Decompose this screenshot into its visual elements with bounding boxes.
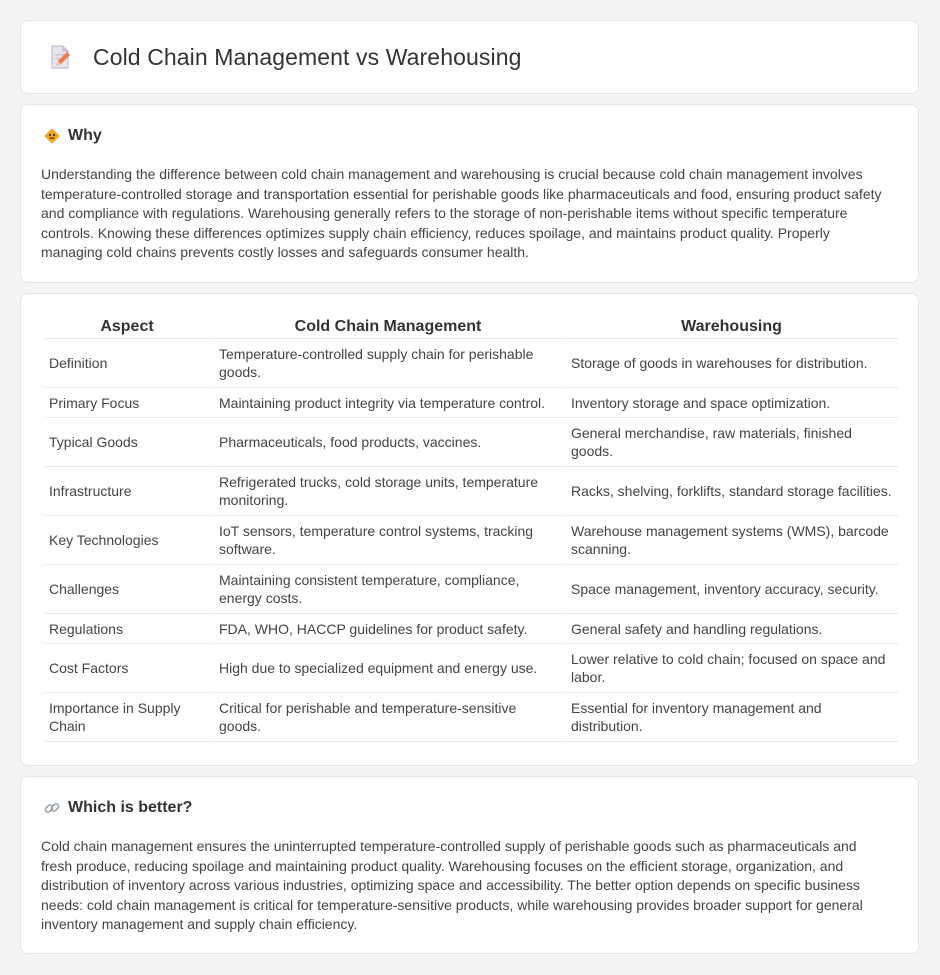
comparison-table <box>43 316 898 742</box>
table-row <box>43 418 898 467</box>
row-cold-chain: Temperature-controlled supply chain for perishable goods. <box>211 339 563 388</box>
table-row <box>43 388 898 418</box>
row-cold-chain: Pharmaceuticals, food products, vaccines. <box>211 418 563 467</box>
row-cold-chain: Maintaining consistent temperature, compliance, energy costs. <box>211 565 563 614</box>
row-warehousing: General merchandise, raw materials, finished goods. <box>563 418 898 467</box>
table-row <box>43 339 898 388</box>
table-row <box>43 565 898 614</box>
row-aspect: Challenges <box>43 565 211 614</box>
row-aspect: Definition <box>43 339 211 388</box>
row-warehousing: General safety and handling regulations. <box>563 614 898 644</box>
header-warehousing: Warehousing <box>563 316 898 339</box>
why-section <box>20 104 919 283</box>
row-aspect: Key Technologies <box>43 516 211 565</box>
better-title: Which is better? <box>68 799 193 816</box>
better-text: Cold chain management ensures the uninterrupted temperature-controlled supply of perishable goods such as pharmaceuticals and fresh produce, reducing spoilage and maintaining product quality. Warehousing focuses on the efficient storage, organization, and distribution of inventory across various industries, optimizing space and accessibility. The better option depends on specific business needs: cold chain management is critical for temperature-sensitive products, while warehousing provides broader support for general inventory management and supply chain efficiency. <box>41 838 863 933</box>
link-icon <box>43 799 61 817</box>
why-title: Why <box>68 127 102 144</box>
row-cold-chain: Maintaining product integrity via temperature control. <box>211 388 563 418</box>
row-warehousing: Racks, shelving, forklifts, standard storage facilities. <box>563 467 898 516</box>
row-warehousing: Lower relative to cold chain; focused on space and labor. <box>563 644 898 693</box>
row-warehousing: Essential for inventory management and distribution. <box>563 693 898 742</box>
document-pencil-icon <box>47 44 73 70</box>
row-cold-chain: Refrigerated trucks, cold storage units, temperature monitoring. <box>211 467 563 516</box>
row-cold-chain: High due to specialized equipment and energy use. <box>211 644 563 693</box>
row-aspect: Cost Factors <box>43 644 211 693</box>
row-cold-chain: FDA, WHO, HACCP guidelines for product safety. <box>211 614 563 644</box>
row-warehousing: Warehouse management systems (WMS), barcode scanning. <box>563 516 898 565</box>
row-warehousing: Space management, inventory accuracy, security. <box>563 565 898 614</box>
header-cold-chain: Cold Chain Management <box>211 316 563 339</box>
row-warehousing: Storage of goods in warehouses for distribution. <box>563 339 898 388</box>
row-aspect: Typical Goods <box>43 418 211 467</box>
row-aspect: Importance in Supply Chain <box>43 693 211 742</box>
comparison-table-card <box>20 293 919 766</box>
table-row <box>43 614 898 644</box>
header-aspect: Aspect <box>43 316 211 339</box>
row-cold-chain: IoT sensors, temperature control systems, tracking software. <box>211 516 563 565</box>
table-row <box>43 467 898 516</box>
header-card <box>20 20 919 94</box>
table-row <box>43 516 898 565</box>
row-aspect: Regulations <box>43 614 211 644</box>
which-is-better-section <box>20 776 919 954</box>
warning-sign-icon <box>43 127 61 145</box>
row-aspect: Infrastructure <box>43 467 211 516</box>
row-aspect: Primary Focus <box>43 388 211 418</box>
table-row <box>43 644 898 693</box>
page-title: Cold Chain Management vs Warehousing <box>93 43 522 70</box>
table-row <box>43 693 898 742</box>
row-warehousing: Inventory storage and space optimization. <box>563 388 898 418</box>
row-cold-chain: Critical for perishable and temperature-sensitive goods. <box>211 693 563 742</box>
why-text: Understanding the difference between cold chain management and warehousing is crucial because cold chain management involves temperature-controlled storage and transportation essential for perishable goods like pharmaceuticals and food, ensuring product safety and compliance with regulations. Warehousing generally refers to the storage of non-perishable items without specific temperature controls. Knowing these differences optimizes supply chain efficiency, reduces spoilage, and maintains product quality. Properly managing cold chains prevents costly losses and safeguards consumer health. <box>41 166 882 261</box>
